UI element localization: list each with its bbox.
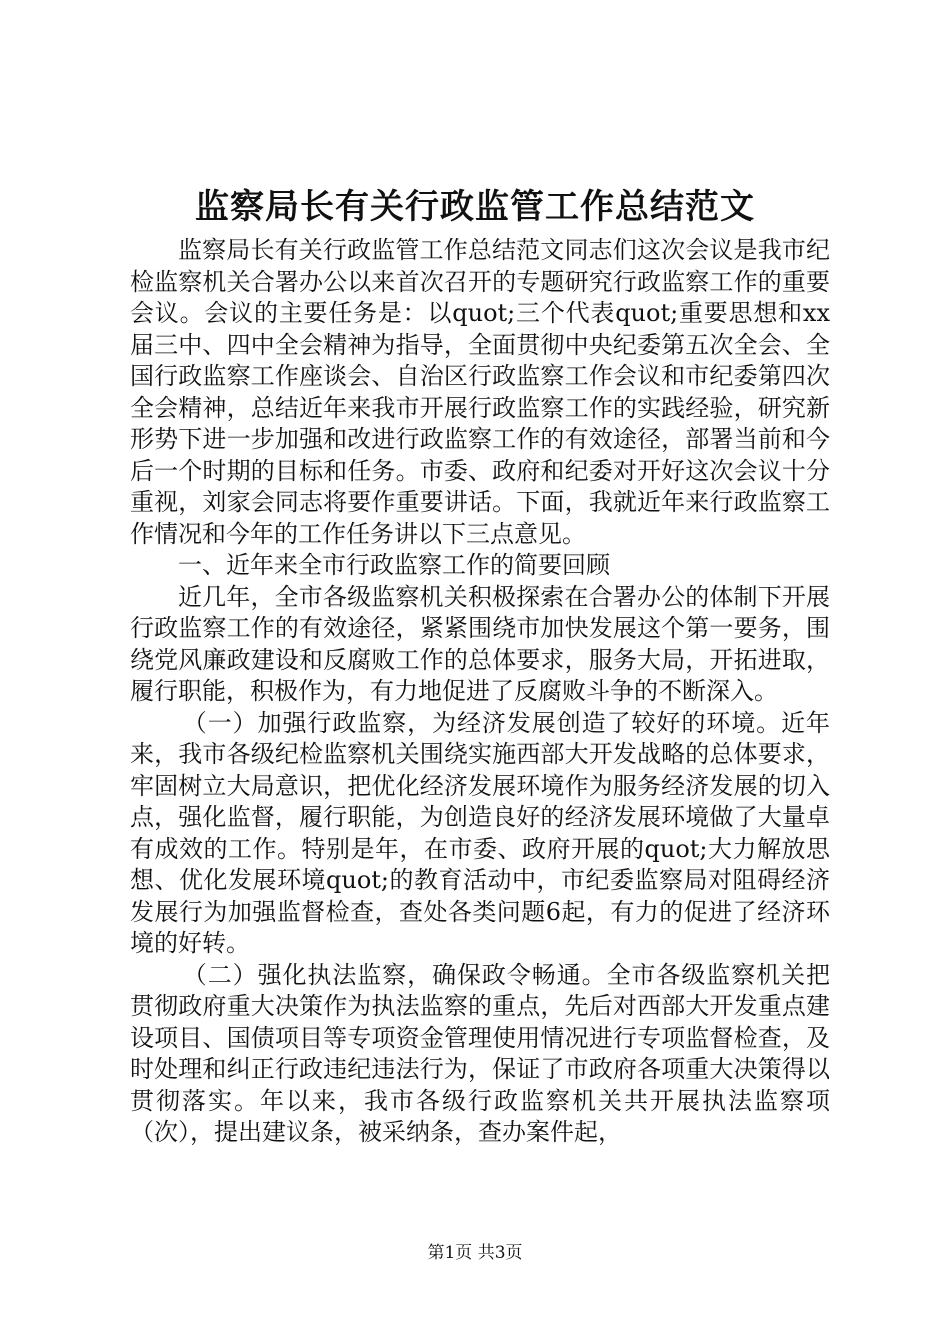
section-heading-1: 一、近年来全市行政监察工作的简要回顾 bbox=[178, 551, 610, 579]
paragraph-review: 近几年，全市各级监察机关积极探索在合署办公的体制下开展行政监察工作的有效途径，紧紧围绕市加快发展这个第一要务，围绕党风廉政建设和反腐败工作的总体要求，服务大局，开拓进取，履行职能，积极作为，有力地促进了反腐败斗争的不断深入。 bbox=[130, 582, 830, 705]
document-body bbox=[130, 235, 830, 1149]
paragraph-subsection-2: （二）强化执法监察，确保政令畅通。全市各级监察机关把贯彻政府重大决策作为执法监察的重点，先后对西部大开发重点建设项目、国债项目等专项资金管理使用情况进行专项监督检查，及时处理和纠正行政违纪违法行为，保证了市政府各项重大决策得以贯彻落实。年以来，我市各级行政监察机关共开展执法监察项（次），提出建议条，被采纳条，查办案件起， bbox=[130, 960, 830, 1146]
paragraph-subsection-1: （一）加强行政监察，为经济发展创造了较好的环境。近年来，我市各级纪检监察机关围绕实施西部大开发战略的总体要求，牢固树立大局意识，把优化经济发展环境作为服务经济发展的切入点，强化监督，履行职能，为创造良好的经济发展环境做了大量卓有成效的工作。特别是年，在市委、政府开展的quot;大力解放思想、优化发展环境quot;的教育活动中，市纪委监察局对阻碍经济发展行为加强监督检查，查处各类问题6起，有力的促进了经济环境的好转。 bbox=[130, 708, 830, 957]
paragraph-intro: 监察局长有关行政监管工作总结范文同志们这次会议是我市纪检监察机关合署办公以来首次召开的专题研究行政监察工作的重要会议。会议的主要任务是：以quot;三个代表quot;重要思想和xx届三中、四中全会精神为指导，全面贯彻中央纪委第五次全会、全国行政监察工作座谈会、自治区行政监察工作会议和市纪委第四次全会精神，总结近年来我市开展行政监察工作的实践经验，研究新形势下进一步加强和改进行政监察工作的有效途径，部署当前和今后一个时期的目标和任务。市委、政府和纪委对开好这次会议十分重视，刘家会同志将要作重要讲话。下面，我就近年来行政监察工作情况和今年的工作任务讲以下三点意见。 bbox=[130, 236, 830, 548]
page-footer: 第1页 共3页 bbox=[427, 1243, 523, 1263]
document-title: 监察局长有关行政监管工作总结范文 bbox=[195, 187, 755, 227]
